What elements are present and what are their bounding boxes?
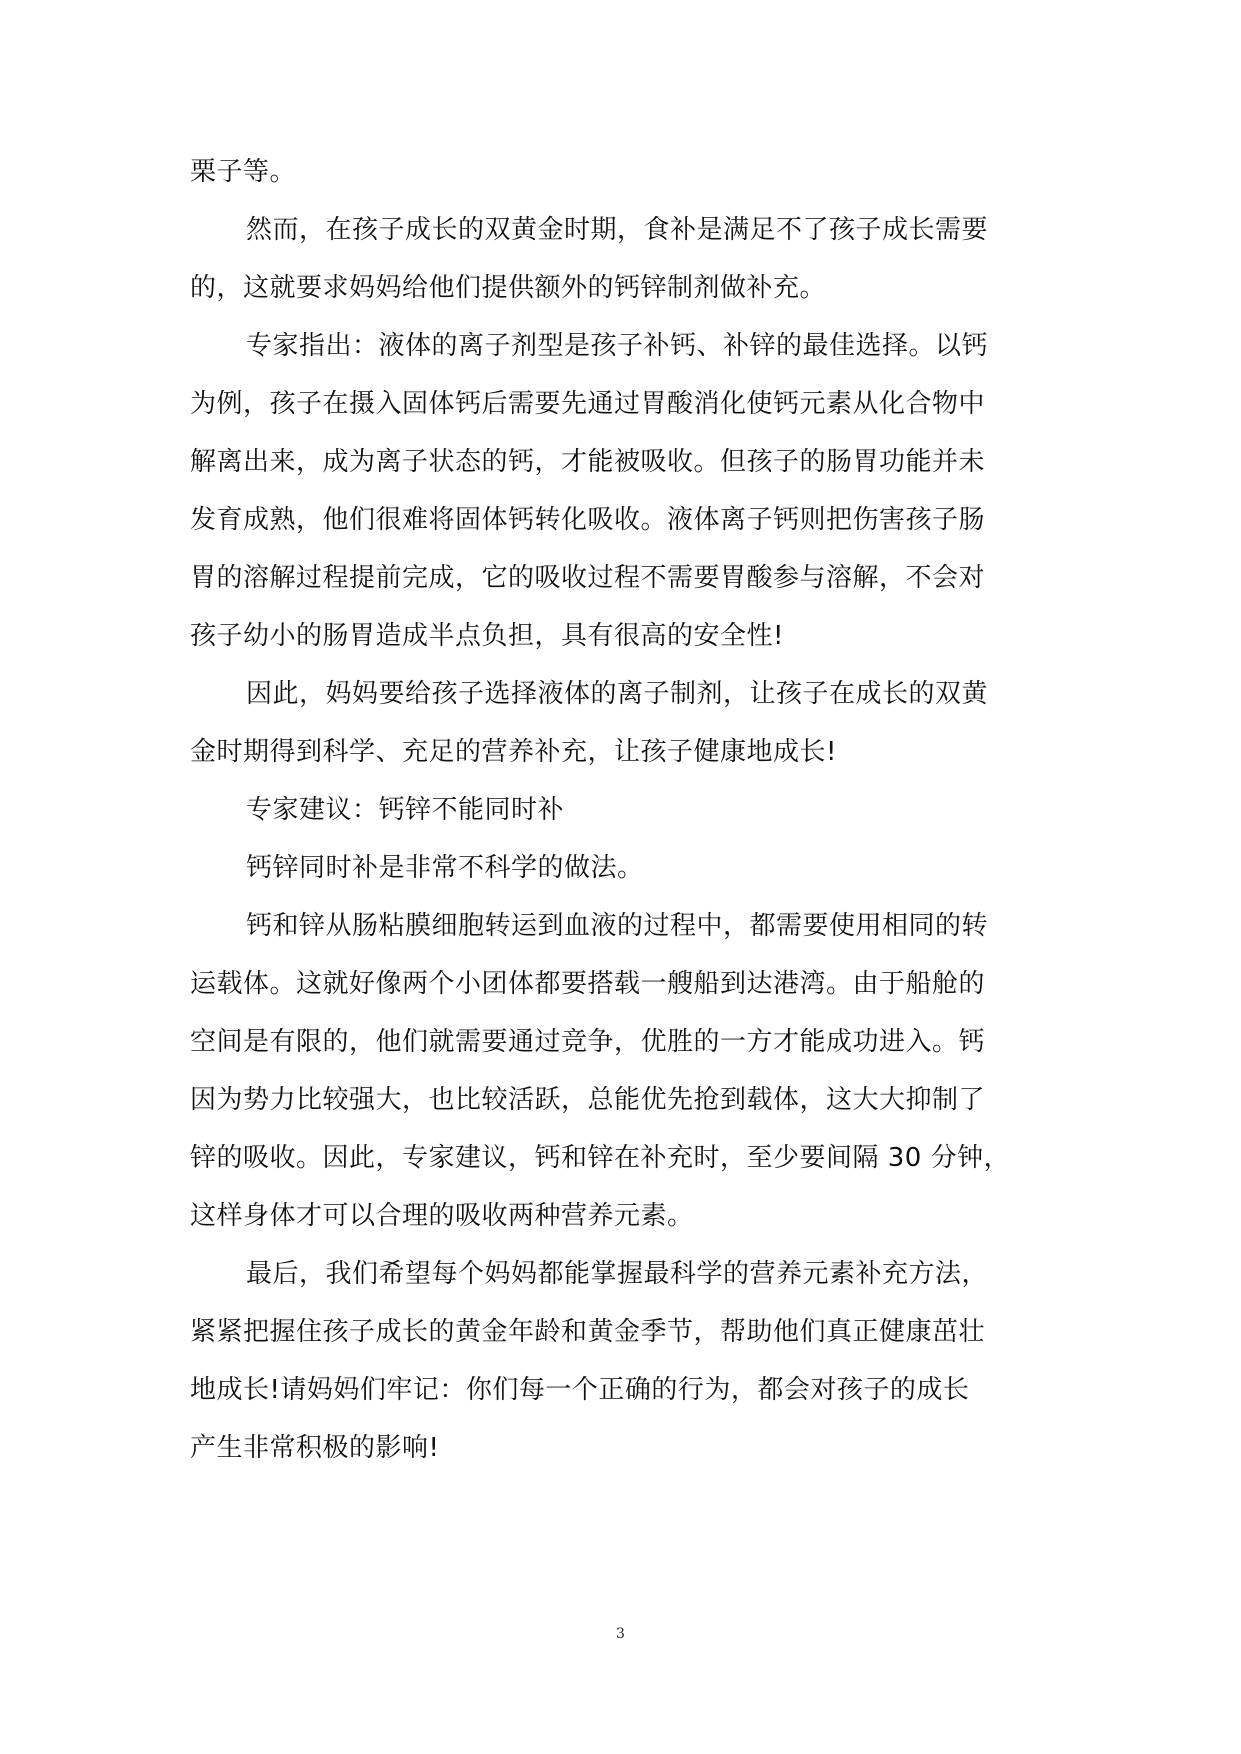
text-line: 空间是有限的，他们就需要通过竞争，优胜的一方才能成功进入。钙 (190, 1027, 986, 1057)
text-line: 锌的吸收。因此，专家建议，钙和锌在补充时，至少要间隔 30 分钟， (190, 1143, 1011, 1173)
text-line: 运载体。这就好像两个小团体都要搭载一艘船到达港湾。由于船舱的 (190, 969, 986, 999)
text-line: 发育成熟，他们很难将固体钙转化吸收。液体离子钙则把伤害孩子肠 (190, 505, 986, 535)
text-line: 因为势力比较强大，也比较活跃，总能优先抢到载体，这大大抑制了 (190, 1085, 986, 1115)
page-number: 3 (616, 1626, 625, 1642)
text-line: 胃的溶解过程提前完成，它的吸收过程不需要胃酸参与溶解，不会对 (190, 563, 986, 593)
text-line: 孩子幼小的肠胃造成半点负担，具有很高的安全性! (190, 621, 784, 651)
text-line: 最后，我们希望每个妈妈都能掌握最科学的营养元素补充方法， (246, 1259, 989, 1289)
body-text (190, 143, 1070, 1477)
text-line: 的，这就要求妈妈给他们提供额外的钙锌制剂做补充。 (190, 273, 827, 303)
text-line: 因此，妈妈要给孩子选择液体的离子制剂，让孩子在成长的双黄 (246, 679, 989, 709)
text-line: 然而，在孩子成长的双黄金时期，食补是满足不了孩子成长需要 (246, 215, 989, 245)
text-line: 专家指出：液体的离子剂型是孩子补钙、补锌的最佳选择。以钙 (246, 331, 989, 361)
text-line: 钙和锌从肠粘膜细胞转运到血液的过程中，都需要使用相同的转 (246, 911, 989, 941)
text-line: 栗子等。 (190, 157, 297, 187)
text-line: 地成长!请妈妈们牢记：你们每一个正确的行为，都会对孩子的成长 (190, 1375, 970, 1405)
text-line: 专家建议：钙锌不能同时补 (246, 795, 565, 825)
text-line: 产生非常积极的影响! (190, 1433, 440, 1463)
text-line: 为例，孩子在摄入固体钙后需要先通过胃酸消化使钙元素从化合物中 (190, 389, 986, 419)
text-line: 金时期得到科学、充足的营养补充，让孩子健康地成长! (190, 737, 837, 767)
text-line: 钙锌同时补是非常不科学的做法。 (246, 853, 644, 883)
text-line: 解离出来，成为离子状态的钙，才能被吸收。但孩子的肠胃功能并未 (190, 447, 986, 477)
text-line: 这样身体才可以合理的吸收两种营养元素。 (190, 1201, 694, 1231)
text-line: 紧紧把握住孩子成长的黄金年龄和黄金季节，帮助他们真正健康茁壮 (190, 1317, 986, 1347)
